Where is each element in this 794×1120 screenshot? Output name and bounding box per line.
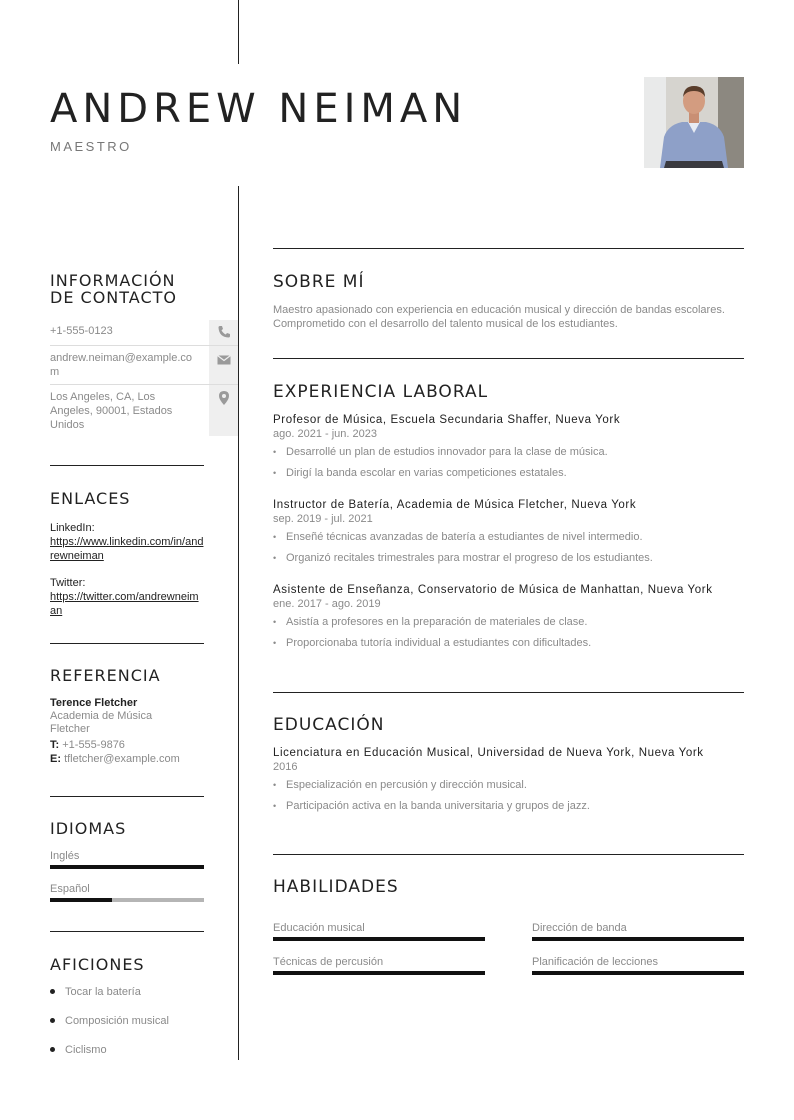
- reference-org: Academia de Música Fletcher: [50, 710, 153, 735]
- job-dates: ago. 2021 - jun. 2023: [273, 428, 377, 440]
- languages-section: [50, 820, 204, 902]
- reference-email: E: tfletcher@example.com: [50, 753, 180, 765]
- contact-heading: INFORMACIÓN DE CONTACTO: [50, 271, 177, 307]
- contact-address: Los Angeles, CA, Los Angeles, 90001, Estados Unidos: [50, 391, 173, 431]
- job-bullet: • Desarrollé un plan de estudios innovador para la clase de música.: [273, 445, 744, 459]
- skill-item: [532, 956, 744, 975]
- candidate-title: MAESTRO: [50, 139, 132, 154]
- education-entry: [273, 746, 744, 820]
- experience-heading: EXPERIENCIA LABORAL: [273, 382, 489, 402]
- hobbies-heading: AFICIONES: [50, 955, 145, 974]
- location-icon: [216, 390, 232, 406]
- profile-photo: [644, 77, 744, 168]
- skill-name: Dirección de banda: [532, 922, 627, 934]
- language-level-fill: [50, 865, 204, 869]
- about-text: Maestro apasionado con experiencia en educación musical y dirección de bandas escolares. Comprometido con el desarrollo del talento musical de los estudiantes.: [273, 304, 725, 330]
- reference-name: Terence Fletcher: [50, 697, 138, 709]
- links-heading: ENLACES: [50, 489, 131, 508]
- language-name: Español: [50, 883, 90, 895]
- links-section: [50, 490, 204, 618]
- link-label: LinkedIn:: [50, 522, 95, 534]
- skill-name: Técnicas de percusión: [273, 956, 384, 968]
- job-title: Asistente de Enseñanza, Conservatorio de Música de Manhattan, Nueva York: [273, 584, 713, 596]
- contact-phone: +1-555-0123: [50, 322, 238, 346]
- link-linkedin: [50, 521, 204, 563]
- skill-level-bar: [532, 971, 744, 975]
- job-entry: [273, 583, 744, 657]
- job-dates: ene. 2017 - ago. 2019: [273, 598, 381, 610]
- job-bullet: • Proporcionaba tutoría individual a estudiantes con dificultades.: [273, 636, 744, 650]
- contact-list: [50, 322, 238, 439]
- reference-heading: REFERENCIA: [50, 666, 161, 685]
- section-divider: [273, 854, 744, 855]
- skill-item: [273, 922, 485, 941]
- skill-level-bar: [273, 937, 485, 941]
- language-name: Inglés: [50, 850, 80, 862]
- link-twitter: [50, 576, 204, 618]
- degree-year: 2016: [273, 761, 298, 773]
- language-level-bar: [50, 865, 204, 869]
- link-url[interactable]: https://www.linkedin.com/in/andrewneiman: [50, 536, 204, 562]
- mail-icon: [216, 352, 232, 368]
- job-bullet: • Organizó recitales trimestrales para mostrar el progreso de los estudiantes.: [273, 551, 744, 565]
- education-bullet: • Participación activa en la banda universitaria y grupos de jazz.: [273, 799, 744, 813]
- skill-level-bar: [273, 971, 485, 975]
- reference-section: [50, 667, 204, 766]
- job-bullet: • Dirigí la banda escolar en varias competiciones estatales.: [273, 466, 744, 480]
- language-level-bar: [50, 898, 204, 902]
- sidebar-divider: [50, 796, 204, 797]
- skills-heading: HABILIDADES: [273, 877, 399, 897]
- job-bullet: • Asistía a profesores en la preparación de materiales de clase.: [273, 615, 744, 629]
- job-dates: sep. 2019 - jul. 2021: [273, 513, 373, 525]
- bullet-icon: [50, 1047, 55, 1052]
- skill-level-bar: [532, 937, 744, 941]
- phone-icon: [216, 324, 232, 340]
- job-title: Profesor de Música, Escuela Secundaria Shaffer, Nueva York: [273, 414, 621, 426]
- section-divider: [273, 248, 744, 249]
- contact-email: andrew.neiman@example.com: [50, 346, 238, 385]
- about-heading: SOBRE MÍ: [273, 272, 365, 292]
- job-bullet: • Enseñé técnicas avanzadas de batería a estudiantes de nivel intermedio.: [273, 530, 744, 544]
- reference-phone: T: +1-555-9876: [50, 739, 125, 751]
- education-heading: EDUCACIÓN: [273, 715, 385, 735]
- hobby-item: Composición musical: [50, 1015, 169, 1027]
- top-vertical-rule: [238, 0, 239, 64]
- skill-name: Planificación de lecciones: [532, 956, 658, 968]
- link-label: Twitter:: [50, 577, 86, 589]
- sidebar-vertical-rule: [238, 186, 239, 1060]
- sidebar-divider: [50, 931, 204, 932]
- education-bullet: • Especialización en percusión y dirección musical.: [273, 778, 744, 792]
- languages-heading: IDIOMAS: [50, 819, 127, 838]
- language-level-fill: [50, 898, 112, 902]
- skill-name: Educación musical: [273, 922, 365, 934]
- skill-item: [273, 956, 485, 975]
- hobby-item: Ciclismo: [50, 1044, 107, 1056]
- section-divider: [273, 692, 744, 693]
- job-title: Instructor de Batería, Academia de Música Fletcher, Nueva York: [273, 499, 637, 511]
- job-entry: [273, 498, 744, 572]
- sidebar-divider: [50, 643, 204, 644]
- bullet-icon: [50, 1018, 55, 1023]
- sidebar-divider: [50, 465, 204, 466]
- candidate-name: ANDREW NEIMAN: [50, 86, 468, 132]
- hobby-item: Tocar la batería: [50, 986, 141, 998]
- skill-item: [532, 922, 744, 941]
- link-url[interactable]: https://twitter.com/andrewneiman: [50, 591, 199, 617]
- bullet-icon: [50, 989, 55, 994]
- section-divider: [273, 358, 744, 359]
- hobbies-heading-wrap: [50, 956, 204, 973]
- job-entry: [273, 413, 744, 487]
- degree-title: Licenciatura en Educación Musical, Universidad de Nueva York, Nueva York: [273, 747, 704, 759]
